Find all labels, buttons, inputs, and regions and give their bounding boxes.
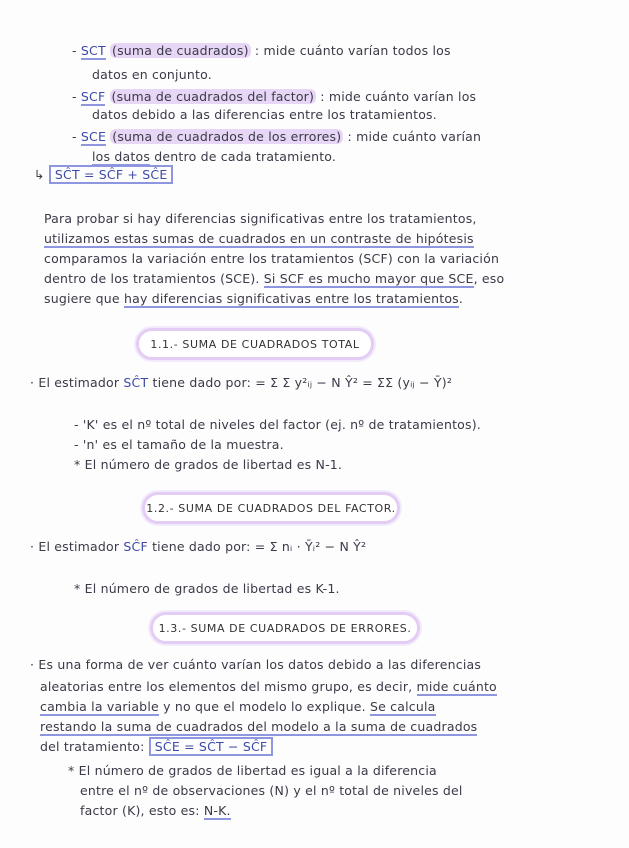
paragraph-line-5: sugiere que hay diferencias significativas entre los tratamientos.	[44, 291, 464, 306]
formula-sce: SĈE = SĈT − SĈF	[149, 737, 274, 756]
bullet-sce-cont: los datos dentro de cada tratamiento.	[92, 149, 337, 164]
section-3-line-4: restando la suma de cuadrados del modelo a la suma de cuadrados	[40, 719, 478, 734]
section-2-title: 1.2.- SUMA DE CUADRADOS DEL FACTOR.	[142, 492, 400, 524]
section-1-note-1: - 'K' es el nº total de niveles del factor (ej. nº de tratamientos).	[74, 417, 481, 432]
section-3-note-3: factor (K), esto es: N-K.	[80, 803, 231, 818]
abbr-sce: SCE	[80, 129, 107, 144]
paragraph-line-1: Para probar si hay diferencias significativas entre los tratamientos,	[44, 211, 477, 226]
section-3-line-3: cambia la variable y no que el modelo lo explique. Se calcula	[40, 699, 436, 714]
abbr-sct: SCT	[80, 43, 106, 58]
arrow-icon: ↳	[34, 167, 45, 182]
section-2-note: * El número de grados de libertad es K-1.	[74, 581, 340, 596]
bullet-sct: - SCT (suma de cuadrados) : mide cuánto varían todos los	[72, 43, 451, 58]
bullet-sct-cont: datos en conjunto.	[92, 67, 212, 82]
section-3-line-1: · Es una forma de ver cuánto varían los datos debido a las diferencias	[30, 657, 482, 672]
identity-formula: SĈT = SĈF + SĈE	[49, 165, 174, 184]
paragraph-line-3: comparamos la variación entre los tratamientos (SCF) con la variación	[44, 251, 500, 266]
bullet-scf-cont: datos debido a las diferencias entre los tratamientos.	[92, 107, 437, 122]
highlight-sct: (suma de cuadrados)	[112, 43, 249, 58]
section-3-line-2: aleatorias entre los elementos del mismo grupo, es decir, mide cuánto	[40, 679, 497, 694]
section-1-title: 1.1.- SUMA DE CUADRADOS TOTAL	[136, 328, 374, 360]
section-3-title: 1.3.- SUMA DE CUADRADOS DE ERRORES.	[150, 612, 420, 644]
section-1-estimator: · El estimador SĈT tiene dado por: = Σ Σ y²ᵢⱼ − N Ŷ² = ΣΣ (yᵢⱼ − Ȳ)²	[30, 375, 453, 390]
bullet-sce: - SCE (suma de cuadrados de los errores) : mide cuánto varían	[72, 129, 482, 144]
formula-scf: = Σ nᵢ · Ȳᵢ² − N Ŷ²	[254, 539, 367, 554]
abbr-scf: SCF	[80, 89, 106, 104]
section-3-line-5: del tratamiento: SĈE = SĈT − SĈF	[40, 738, 273, 756]
section-1-note-3: * El número de grados de libertad es N-1.	[74, 457, 343, 472]
highlight-scf: (suma de cuadrados del factor)	[111, 89, 315, 104]
bullet-scf: - SCF (suma de cuadrados del factor) : mide cuánto varían los	[72, 89, 477, 104]
formula-sct: = Σ Σ y²ᵢⱼ − N Ŷ² = ΣΣ (yᵢⱼ − Ȳ)²	[255, 375, 453, 390]
paragraph-line-4: dentro de los tratamientos (SCE). Si SCF es mucho mayor que SCE, eso	[44, 271, 505, 286]
section-2-estimator: · El estimador SĈF tiene dado por: = Σ nᵢ · Ȳᵢ² − N Ŷ²	[30, 539, 367, 554]
highlight-sce: (suma de cuadrados de los errores)	[112, 129, 342, 144]
section-1-note-2: - 'n' es el tamaño de la muestra.	[74, 437, 284, 452]
section-3-note-1: * El número de grados de libertad es igual a la diferencia	[68, 763, 437, 778]
paragraph-line-2: utilizamos estas sumas de cuadrados en un contraste de hipótesis	[44, 231, 474, 246]
identity-line	[34, 166, 173, 184]
section-3-note-2: entre el nº de observaciones (N) y el nº total de niveles del	[80, 783, 463, 798]
